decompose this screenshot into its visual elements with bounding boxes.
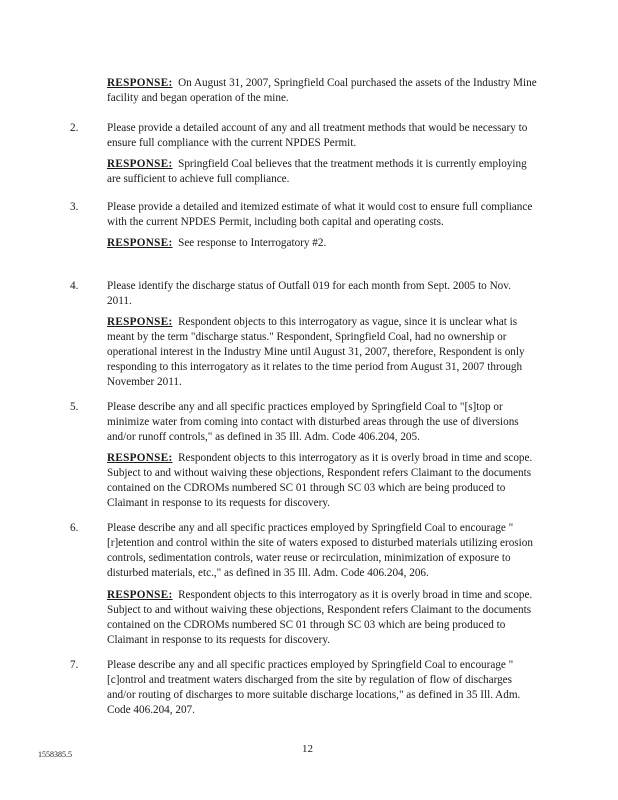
item-number: 4. (70, 280, 79, 292)
response-text: Respondent objects to this interrogatory as it is overly broad in time and scope. Subject to and without waiving these objections, Respondent refers Claimant to the documents contained on the CDROMs numbered SC 01 through SC 03 which are being produced to Claimant in response to its requests for discovery. (107, 589, 533, 646)
response-paragraph (107, 236, 537, 251)
question-text: Please provide a detailed and itemized estimate of what it would cost to ensure full compliance with the current NPDES Permit, including both capital and operating costs. (107, 201, 533, 228)
response-label: RESPONSE: (107, 589, 173, 601)
response-paragraph (107, 157, 537, 187)
page-number: 12 (302, 743, 313, 755)
response-label: RESPONSE: (107, 158, 173, 170)
response-text: Springfield Coal believes that the treatment methods it is currently employing are sufficient to achieve full compliance. (107, 158, 527, 185)
response-label: RESPONSE: (107, 237, 173, 249)
question-text: Please provide a detailed account of any and all treatment methods that would be necessary to ensure full compliance with the current NPDES Permit. (107, 122, 528, 149)
item-number: 7. (70, 659, 79, 671)
item-number: 2. (70, 122, 79, 134)
response-paragraph (107, 315, 537, 390)
response-text: Respondent objects to this interrogatory as it is overly broad in time and scope. Subject to and without waiving these objections, Respondent refers Claimant to the documents contained on the CDROMs numbered SC 01 through SC 03 which are being produced to Claimant in response to its requests for discovery. (107, 452, 533, 509)
response-label: RESPONSE: (107, 77, 173, 89)
response-text: See response to Interrogatory #2. (178, 237, 327, 249)
item-number: 3. (70, 201, 79, 213)
intro-response (107, 76, 537, 106)
response-paragraph (107, 451, 537, 511)
response-label: RESPONSE: (107, 452, 173, 464)
item-number: 5. (70, 401, 79, 413)
question-text: Please describe any and all specific practices employed by Springfield Coal to "[s]top or minimize water from coming into contact with disturbed areas through the use of diversions and/or runoff controls," as defined in 35 Ill. Adm. Code 406.204, 205. (107, 401, 519, 443)
question-text: Please describe any and all specific practices employed by Springfield Coal to encourage "[r]etention and control within the site of waters exposed to disturbed materials utilizing erosion controls, sedimentation controls, water reuse or recirculation, minimization of exposure to disturbed materials, etc.," as defined in 35 Ill. Adm. Code 406.204, 206. (107, 522, 533, 579)
response-label: RESPONSE: (107, 316, 173, 328)
response-text: Respondent objects to this interrogatory as vague, since it is unclear what is meant by the term "discharge status." Respondent, Springfield Coal, had no ownership or operational interest in the Industry Mine until August 31, 2007, therefore, Respondent is only responding to this interrogatory as it relates to the time period from August 31, 2007 through November 2011. (107, 316, 525, 388)
document-id: 1558385.5 (38, 750, 72, 759)
question-text: Please identify the discharge status of Outfall 019 for each month from Sept. 2005 to Nov. 2011. (107, 280, 511, 307)
item-number: 6. (70, 522, 79, 534)
response-text: On August 31, 2007, Springfield Coal purchased the assets of the Industry Mine facility and began operation of the mine. (107, 77, 537, 104)
response-paragraph (107, 588, 537, 648)
question-text: Please describe any and all specific practices employed by Springfield Coal to encourage "[c]ontrol and treatment waters discharged from the site by regulation of flow of discharges and/or routing of discharges to more suitable discharge locations," as defined in 35 Ill. Adm. Code 406.204, 207. (107, 659, 521, 716)
